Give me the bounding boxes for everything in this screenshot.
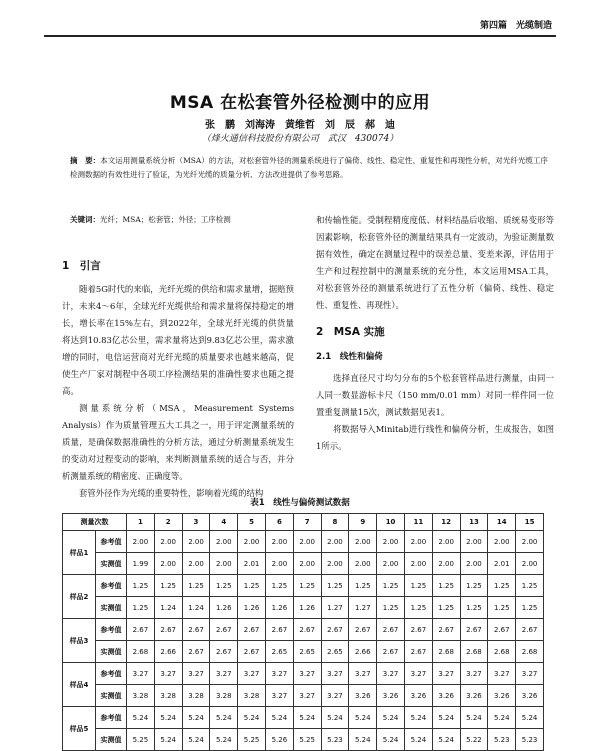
table-column-header: 15 — [516, 514, 544, 531]
table-cell: 1.99 — [127, 553, 155, 575]
table-cell: 2.66 — [154, 641, 182, 663]
table-cell: 2.01 — [488, 553, 516, 575]
table-cell: 2.67 — [182, 641, 210, 663]
table-cell: 5.23 — [488, 729, 516, 751]
table-cell: 2.00 — [321, 531, 349, 553]
table-cell: 2.67 — [432, 619, 460, 641]
table-cell: 3.28 — [210, 685, 238, 707]
table-cell: 2.00 — [210, 531, 238, 553]
table-cell: 2.67 — [404, 641, 432, 663]
reference-label-cell: 参考值 — [96, 575, 127, 597]
table-cell: 5.23 — [321, 729, 349, 751]
table-cell: 5.24 — [238, 707, 266, 729]
table-column-header: 6 — [265, 514, 293, 531]
table-caption: 表1 线性与偏倚测试数据 — [250, 498, 350, 508]
table-cell: 3.26 — [460, 685, 488, 707]
table-row — [63, 575, 544, 597]
table-cell: 1.25 — [321, 575, 349, 597]
reference-label-cell: 参考值 — [96, 619, 127, 641]
table-cell: 1.25 — [182, 575, 210, 597]
table-cell: 5.24 — [404, 707, 432, 729]
keywords-text: 光纤；MSA；松套管；外径；工序检测 — [100, 215, 231, 224]
table-cell: 3.26 — [488, 685, 516, 707]
table-cell: 5.22 — [460, 729, 488, 751]
table-cell: 3.26 — [516, 685, 544, 707]
table-column-header: 8 — [321, 514, 349, 531]
table-cell: 1.25 — [516, 575, 544, 597]
reference-label-cell: 参考值 — [96, 663, 127, 685]
authors: 张 鹏 刘海涛 黄维哲 刘 辰 郝 迪 — [205, 120, 395, 131]
reference-label-cell: 参考值 — [96, 707, 127, 729]
table-cell: 2.67 — [238, 619, 266, 641]
table-cell: 3.28 — [238, 685, 266, 707]
table-cell: 2.00 — [238, 531, 266, 553]
table-cell: 2.00 — [377, 553, 405, 575]
table-cell: 5.24 — [154, 729, 182, 751]
table-cell: 1.25 — [349, 575, 377, 597]
table-cell: 5.25 — [238, 729, 266, 751]
table-cell: 5.25 — [293, 729, 321, 751]
table-cell: 5.24 — [516, 707, 544, 729]
table-cell: 1.25 — [488, 597, 516, 619]
table-cell: 2.68 — [488, 641, 516, 663]
table-cell: 1.26 — [210, 597, 238, 619]
table-cell: 3.28 — [127, 685, 155, 707]
table-column-header: 10 — [377, 514, 405, 531]
table-cell: 5.24 — [210, 707, 238, 729]
table-cell: 2.67 — [293, 619, 321, 641]
sample-name-cell: 样品4 — [63, 663, 96, 707]
table-column-header: 13 — [460, 514, 488, 531]
table-cell: 2.00 — [516, 531, 544, 553]
table-cell: 1.25 — [404, 597, 432, 619]
table-cell: 5.24 — [432, 729, 460, 751]
affiliation: （烽火通信科技股份有限公司 武汉 430074） — [201, 134, 399, 144]
table-row — [63, 553, 544, 575]
paragraph: 和传输性能。受制程精度度低、材料结晶后收缩、质统易变形等因素影响，松套管外径的测量结果具有一定波动，为验证测量数据有效性，确定在测量过程中的误差总量、变差来源，评估用于生产和过程控制中的测量系统的充分性，本文运用MSA工具，对松套管外径的测量系统进行了五性分析（偏倚、线性、稳定性、重复性、再现性）。 — [316, 215, 554, 310]
table-cell: 3.27 — [154, 663, 182, 685]
table-cell: 3.27 — [516, 663, 544, 685]
table-cell: 1.25 — [127, 597, 155, 619]
table-cell: 1.25 — [210, 575, 238, 597]
table-cell: 3.27 — [265, 663, 293, 685]
table-cell: 1.27 — [321, 597, 349, 619]
table-row — [63, 531, 544, 553]
table-cell: 3.27 — [238, 663, 266, 685]
table-cell: 2.00 — [460, 531, 488, 553]
table-cell: 2.67 — [127, 619, 155, 641]
table-cell: 2.00 — [460, 553, 488, 575]
table-column-header: 7 — [293, 514, 321, 531]
table-cell: 2.01 — [238, 553, 266, 575]
table-cell: 2.67 — [377, 619, 405, 641]
table-header-label: 测量次数 — [63, 514, 127, 531]
table-cell: 5.24 — [349, 707, 377, 729]
table-cell: 3.27 — [321, 685, 349, 707]
table-cell: 2.00 — [432, 553, 460, 575]
table-cell: 2.00 — [210, 553, 238, 575]
table-column-header: 9 — [349, 514, 377, 531]
table-cell: 3.27 — [265, 685, 293, 707]
table-cell: 5.24 — [154, 707, 182, 729]
table-row — [63, 707, 544, 729]
section-2-1-heading: 2.1 线性和偏倚 — [316, 352, 383, 362]
table-cell: 5.24 — [377, 729, 405, 751]
table-cell: 2.67 — [265, 619, 293, 641]
table-cell: 3.27 — [293, 685, 321, 707]
table-cell: 2.67 — [154, 619, 182, 641]
table-cell: 3.27 — [377, 663, 405, 685]
paragraph: 测量系统分析（MSA，Measurement Systems Analysis）作为质量管理五大工具之一，用于评定测量系统的质量，是确保数据准确性的分析方法，通过分析测量系统发生的变动对过程变动的影响，来判断测量系统的适合与否，并分析测量系统的精密度、正确度等。 — [62, 403, 294, 481]
table-cell: 2.68 — [516, 641, 544, 663]
running-header: 第四篇 光缆制造 — [479, 21, 552, 31]
abstract-label: 摘 要： — [70, 156, 101, 165]
table-cell: 2.00 — [404, 531, 432, 553]
sample-name-cell: 样品2 — [63, 575, 96, 619]
table-cell: 2.67 — [349, 619, 377, 641]
paragraph: 随着5G时代的来临，光纤光缆的供给和需求量增，据赔预计，未来4～6年，全球光纤光缆供给和需求量将保持稳定的增长，增长率在15%左右，到2022年，全球光纤光缆的供货量将达到10.83亿芯公里，需求量将达到9.83亿芯公里，需求激增的同时，电信运营商对光纤光缆的质量要求也越来越高，促使生产厂家对制程中各项工序检测结果的准确性要求也随之提高。 — [62, 284, 294, 396]
paragraph: 选择直径尺寸均匀分布的5个松套管样品进行测量，由同一人同一数显游标卡尺（150 mm/0.01 mm）对同一样件同一位置重复测量15次，测试数据见表1。 — [316, 373, 554, 417]
table-row — [63, 663, 544, 685]
table-cell: 5.24 — [182, 729, 210, 751]
table-cell: 2.00 — [154, 531, 182, 553]
table-cell: 2.00 — [154, 553, 182, 575]
table-column-header: 3 — [182, 514, 210, 531]
table-cell: 2.00 — [516, 553, 544, 575]
table-cell: 3.26 — [377, 685, 405, 707]
table-cell: 3.28 — [182, 685, 210, 707]
keywords-label: 关键词： — [70, 215, 100, 224]
table-cell: 5.24 — [377, 707, 405, 729]
table-cell: 1.25 — [377, 575, 405, 597]
table-row — [63, 619, 544, 641]
table-cell: 1.25 — [377, 597, 405, 619]
table-cell: 5.24 — [182, 707, 210, 729]
table-column-header: 5 — [238, 514, 266, 531]
table-column-header: 2 — [154, 514, 182, 531]
table-cell: 5.24 — [210, 729, 238, 751]
table-cell: 2.00 — [349, 553, 377, 575]
table-cell: 1.25 — [404, 575, 432, 597]
header-rule — [44, 35, 556, 37]
table-cell: 1.25 — [293, 575, 321, 597]
table-cell: 3.27 — [460, 663, 488, 685]
table-cell: 2.68 — [432, 641, 460, 663]
table-cell: 1.25 — [460, 597, 488, 619]
table-cell: 1.25 — [460, 575, 488, 597]
table-cell: 2.67 — [488, 619, 516, 641]
table-cell: 2.00 — [349, 531, 377, 553]
table-cell: 1.26 — [265, 597, 293, 619]
table-cell: 5.26 — [265, 729, 293, 751]
table-cell: 2.66 — [349, 641, 377, 663]
table-cell: 2.00 — [265, 531, 293, 553]
table-column-header: 4 — [210, 514, 238, 531]
table-cell: 3.27 — [182, 663, 210, 685]
measured-label-cell: 实测值 — [96, 597, 127, 619]
table-cell: 3.27 — [321, 663, 349, 685]
table-cell: 2.00 — [127, 531, 155, 553]
abstract — [70, 154, 548, 182]
table-cell: 2.00 — [488, 531, 516, 553]
table-cell: 2.67 — [182, 619, 210, 641]
table-row — [63, 597, 544, 619]
table-body — [63, 531, 544, 751]
table-cell: 1.26 — [238, 597, 266, 619]
table-cell: 2.67 — [460, 619, 488, 641]
table-cell: 3.27 — [127, 663, 155, 685]
paper-title: MSA 在松套管外径检测中的应用 — [169, 93, 431, 113]
table-row — [63, 641, 544, 663]
sample-name-cell: 样品3 — [63, 619, 96, 663]
table-cell: 5.24 — [432, 707, 460, 729]
table-cell: 1.25 — [516, 597, 544, 619]
table-cell: 5.23 — [516, 729, 544, 751]
table-cell: 1.26 — [293, 597, 321, 619]
table-cell: 3.27 — [349, 663, 377, 685]
table-column-header: 1 — [127, 514, 155, 531]
table-column-header: 11 — [404, 514, 432, 531]
table-column-header: 14 — [488, 514, 516, 531]
right-column — [316, 212, 554, 455]
table-cell: 1.25 — [432, 597, 460, 619]
data-table — [62, 513, 544, 751]
sample-name-cell: 样品1 — [63, 531, 96, 575]
table-cell: 2.00 — [265, 553, 293, 575]
table-cell: 1.24 — [154, 597, 182, 619]
table-cell: 3.28 — [154, 685, 182, 707]
table-cell: 1.25 — [127, 575, 155, 597]
table-cell: 2.67 — [210, 641, 238, 663]
table-cell: 1.24 — [182, 597, 210, 619]
table-row — [63, 729, 544, 751]
sample-name-cell: 样品5 — [63, 707, 96, 751]
table-cell: 3.27 — [293, 663, 321, 685]
table-cell: 1.25 — [488, 575, 516, 597]
table-cell: 5.24 — [265, 707, 293, 729]
table-cell: 5.24 — [321, 707, 349, 729]
table-cell: 2.65 — [265, 641, 293, 663]
left-column — [62, 258, 294, 502]
table-cell: 2.65 — [321, 641, 349, 663]
table-cell: 1.25 — [265, 575, 293, 597]
table-cell: 1.27 — [349, 597, 377, 619]
table-cell: 3.26 — [404, 685, 432, 707]
abstract-text: 本文运用测量系统分析（MSA）的方法，对松套管外径的测量系统进行了偏倚、线性、稳定性、重复性和再现性分析，对光纤光缆工序检测数据的有效性进行了验证，为光纤光缆的质量分析、方法改进提供了参考思路。 — [70, 156, 549, 179]
table-cell: 2.00 — [377, 531, 405, 553]
table-cell: 5.24 — [349, 729, 377, 751]
paragraph: 将数据导入Minitab进行线性和偏倚分析，生成报告，如图1所示。 — [316, 424, 554, 451]
reference-label-cell: 参考值 — [96, 531, 127, 553]
table-cell: 1.25 — [432, 575, 460, 597]
table-cell: 5.24 — [404, 729, 432, 751]
table-cell: 2.00 — [432, 531, 460, 553]
table-column-header: 12 — [432, 514, 460, 531]
table-cell: 2.67 — [404, 619, 432, 641]
table-cell: 3.27 — [404, 663, 432, 685]
table-cell: 1.25 — [238, 575, 266, 597]
table-cell: 2.00 — [293, 553, 321, 575]
section-1-heading: 1 引言 — [62, 260, 101, 272]
paragraph: 套管外径作为光缆的重要特性，影响着光缆的结构 — [79, 488, 264, 498]
table-cell: 3.26 — [349, 685, 377, 707]
table-cell: 2.00 — [182, 553, 210, 575]
table-cell: 2.67 — [516, 619, 544, 641]
table-cell: 2.67 — [210, 619, 238, 641]
table-cell: 5.24 — [293, 707, 321, 729]
table-header-row — [63, 514, 544, 531]
table-cell: 2.67 — [321, 619, 349, 641]
table-cell: 2.68 — [460, 641, 488, 663]
table-cell: 5.24 — [460, 707, 488, 729]
table-cell: 3.26 — [432, 685, 460, 707]
table-cell: 1.25 — [154, 575, 182, 597]
table-cell: 5.24 — [127, 707, 155, 729]
table-cell: 2.67 — [238, 641, 266, 663]
measured-label-cell: 实测值 — [96, 729, 127, 751]
table-cell: 5.24 — [488, 707, 516, 729]
measured-label-cell: 实测值 — [96, 641, 127, 663]
table-cell: 3.27 — [210, 663, 238, 685]
table-cell: 2.00 — [182, 531, 210, 553]
table-cell: 3.27 — [488, 663, 516, 685]
measured-label-cell: 实测值 — [96, 553, 127, 575]
table-row — [63, 685, 544, 707]
table-cell: 2.65 — [293, 641, 321, 663]
section-2-heading: 2 MSA 实施 — [316, 326, 385, 338]
table-cell: 2.68 — [127, 641, 155, 663]
table-cell: 2.67 — [377, 641, 405, 663]
table-cell: 2.00 — [321, 553, 349, 575]
measured-label-cell: 实测值 — [96, 685, 127, 707]
table-cell: 2.00 — [293, 531, 321, 553]
table-cell: 5.25 — [127, 729, 155, 751]
table-cell: 2.00 — [404, 553, 432, 575]
table-cell: 3.27 — [432, 663, 460, 685]
